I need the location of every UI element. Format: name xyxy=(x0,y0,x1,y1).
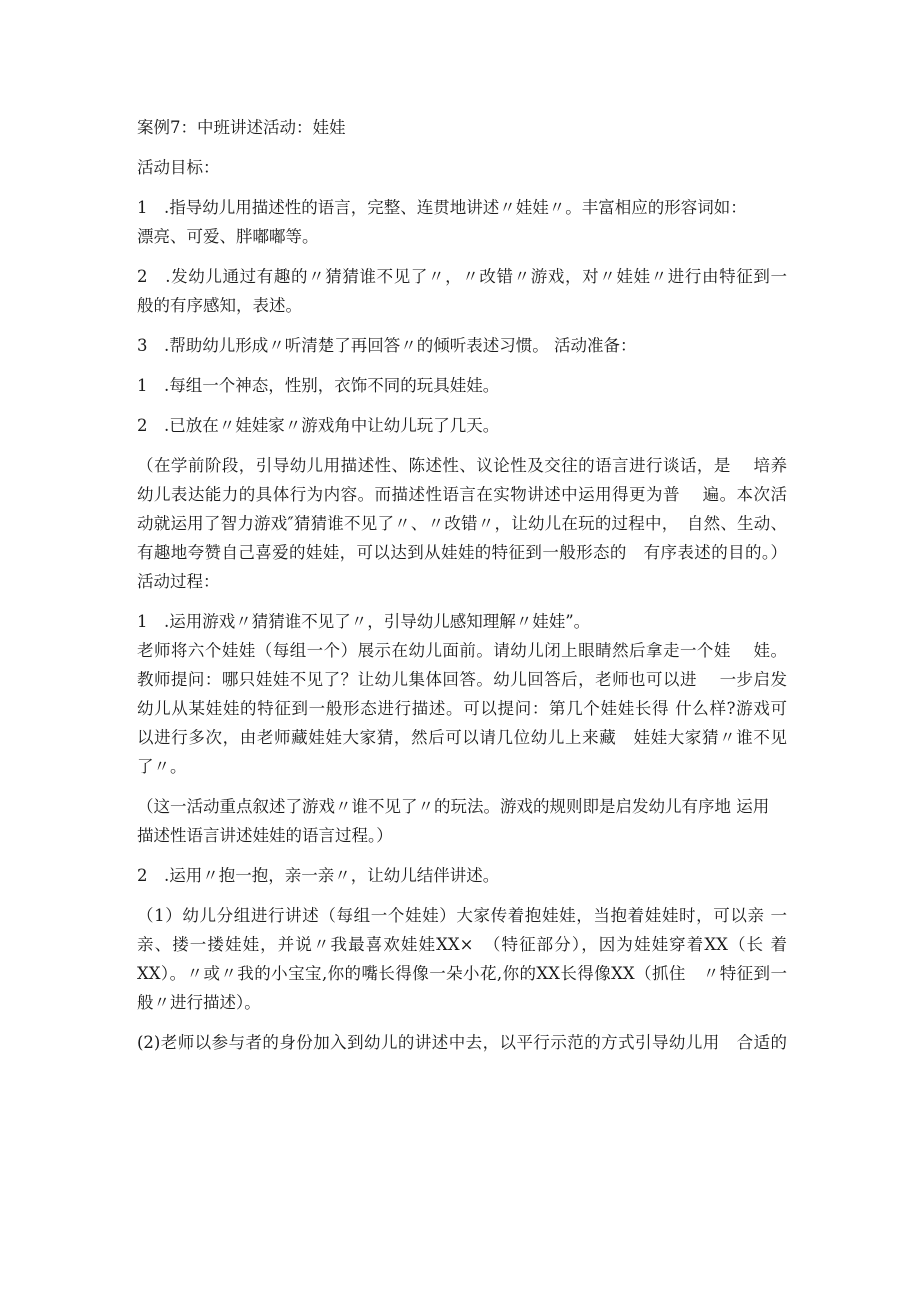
paragraph-line: 亲、搂一搂娃娃，并说〃我最喜欢娃娃XX× （特征部分），因为娃娃穿着XX（长 着 xyxy=(137,935,787,954)
paragraph-line: 有趣地夸赞自己喜爱的娃娃，可以达到从娃娃的特征到一般形态的 有序表述的目的。） xyxy=(137,543,787,562)
paragraph-line: 2 .发幼儿通过有趣的〃猜猜谁不见了〃，〃改错〃游戏，对〃娃娃〃进行由特征到一 xyxy=(137,267,787,286)
commentary-note-1 xyxy=(137,451,787,567)
paragraph-line: 以进行多次，由老师藏娃娃大家猜，然后可以请几位幼儿上来藏 娃娃大家猜〃谁不见 xyxy=(137,728,787,747)
step-heading-2: 2 .运用〃抱一抱，亲一亲〃，让幼儿结伴讲述。 xyxy=(137,866,500,885)
paragraph-line: 教师提问：哪只娃娃不见了？让幼儿集体回答。幼儿回答后，老师也可以进 一步启发 xyxy=(137,670,787,689)
step-2-part-2 xyxy=(137,1028,787,1057)
step-1-body xyxy=(137,636,787,781)
paragraph-line: 1 .指导幼儿用描述性的语言，完整、连贯地讲述〃娃娃〃。丰富相应的形容词如： xyxy=(137,198,747,217)
paragraph-line: 幼儿从某娃娃的特征到一般形态进行描述。可以提问：第几个娃娃长得 什么样?游戏可 xyxy=(137,699,787,718)
paragraph-line: (2)老师以参与者的身份加入到幼儿的讲述中去，以平行示范的方式引导幼儿用 合适的 xyxy=(137,1033,787,1052)
paragraph-line: 了〃。 xyxy=(137,757,187,776)
goals-heading: 活动目标： xyxy=(137,158,220,177)
paragraph-line: （在学前阶段，引导幼儿用描述性、陈述性、议论性及交往的语言进行谈话，是 培养 xyxy=(137,456,787,475)
paragraph-line: 3 .帮助幼儿形成〃听清楚了再回答〃的倾听表述习惯。 活动准备： xyxy=(137,336,637,355)
process-heading: 活动过程： xyxy=(137,572,220,591)
paragraph-line: （1）幼儿分组进行讲述（每组一个娃娃）大家传着抱娃娃，当抱着娃娃时，可以亲 一 xyxy=(137,906,787,925)
paragraph-line: 动就运用了智力游戏″猜猜谁不见了〃、〃改错〃，让幼儿在玩的过程中， 自然、生动、 xyxy=(137,514,787,533)
paragraph-line: 老师将六个娃娃（每组一个）展示在幼儿面前。请幼儿闭上眼睛然后拿走一个娃 娃。 xyxy=(137,641,787,660)
step-heading-1: 1 .运用游戏〃猜猜谁不见了〃，引导幼儿感知理解〃娃娃”。 xyxy=(137,612,591,631)
paragraph-line: 漂亮、可爱、胖嘟嘟等。 xyxy=(137,227,319,246)
goal-item-1 xyxy=(137,193,787,251)
paragraph-line: 描述性语言讲述娃娃的语言过程。） xyxy=(137,826,393,845)
paragraph-line: 般〃进行描述）。 xyxy=(137,993,261,1012)
paragraph-line: XX）。〃或〃我的小宝宝,你的嘴长得像一朵小花,你的XX长得像XX（抓住 〃特征到一 xyxy=(137,964,787,983)
prep-item-2: 2 .已放在〃娃娃家〃游戏角中让幼儿玩了几天。 xyxy=(137,416,500,435)
step-2-part-1 xyxy=(137,901,787,1017)
document-title: 案例7：中班讲述活动：娃娃 xyxy=(137,118,346,137)
commentary-note-2 xyxy=(137,792,787,850)
document-body xyxy=(137,113,787,1057)
goal-item-2 xyxy=(137,262,787,320)
paragraph-line: （这一活动重点叙述了游戏〃谁不见了〃的玩法。游戏的规则即是启发幼儿有序地 运用 xyxy=(137,797,770,816)
goal-item-3 xyxy=(137,331,787,360)
prep-item-1: 1 .每组一个神态，性别，衣饰不同的玩具娃娃。 xyxy=(137,376,500,395)
paragraph-line: 般的有序感知，表述。 xyxy=(137,296,302,315)
paragraph-line: 幼儿表达能力的具体行为内容。而描述性语言在实物讲述中运用得更为普 遍。本次活 xyxy=(137,485,787,504)
